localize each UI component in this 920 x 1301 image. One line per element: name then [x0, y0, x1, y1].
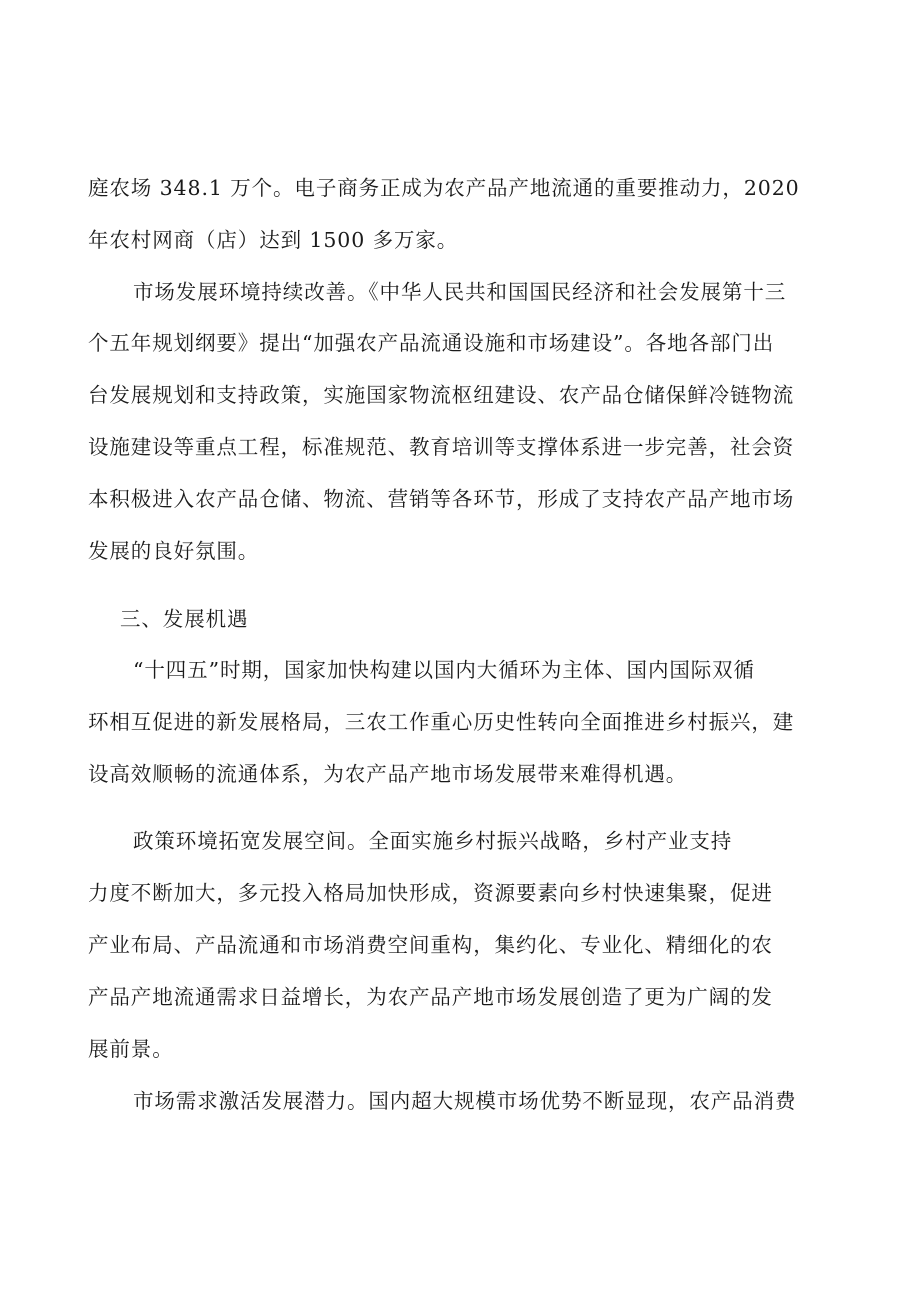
paragraph-line: 台发展规划和支持政策，实施国家物流枢纽建设、农产品仓储保鲜冷链物流: [88, 383, 795, 407]
paragraph-line: 市场发展环境持续改善。《中华人民共和国国民经济和社会发展第十三: [133, 280, 787, 304]
paragraph-line: 年农村网商（店）达到 1500 多万家。: [88, 228, 459, 252]
paragraph-line: 产品产地流通需求日益增长，为农产品产地市场发展创造了更为广阔的发: [88, 985, 773, 1009]
paragraph-line: 设施建设等重点工程，标准规范、教育培训等支撑体系进一步完善，社会资: [88, 435, 795, 459]
paragraph-line: “十四五”时期，国家加快构建以国内大循环为主体、国内国际双循: [133, 658, 755, 682]
paragraph-line: 环相互促进的新发展格局，三农工作重心历史性转向全面推进乡村振兴，建: [88, 710, 795, 734]
paragraph-line: 市场需求激活发展潜力。国内超大规模市场优势不断显现，农产品消费: [133, 1089, 797, 1113]
paragraph-line: 产业布局、产品流通和市场消费空间重构，集约化、专业化、精细化的农: [88, 933, 773, 957]
paragraph-line: 本积极进入农产品仓储、物流、营销等各环节，形成了支持农产品产地市场: [88, 487, 795, 511]
paragraph-line: 展前景。: [88, 1037, 174, 1061]
paragraph-line: 发展的良好氛围。: [88, 539, 260, 563]
paragraph-line: 力度不断加大，多元投入格局加快形成，资源要素向乡村快速集聚，促进: [88, 881, 773, 905]
section-heading: 三、发展机遇: [120, 607, 249, 631]
paragraph-line: 政策环境拓宽发展空间。全面实施乡村振兴战略，乡村产业支持: [133, 829, 733, 853]
paragraph-line: 庭农场 348.1 万个。电子商务正成为农产品产地流通的重要推动力，2020: [88, 176, 800, 200]
paragraph-line: 个五年规划纲要》提出“加强农产品流通设施和市场建设”。各地各部门出: [88, 331, 775, 355]
paragraph-line: 设高效顺畅的流通体系，为农产品产地市场发展带来难得机遇。: [88, 762, 688, 786]
